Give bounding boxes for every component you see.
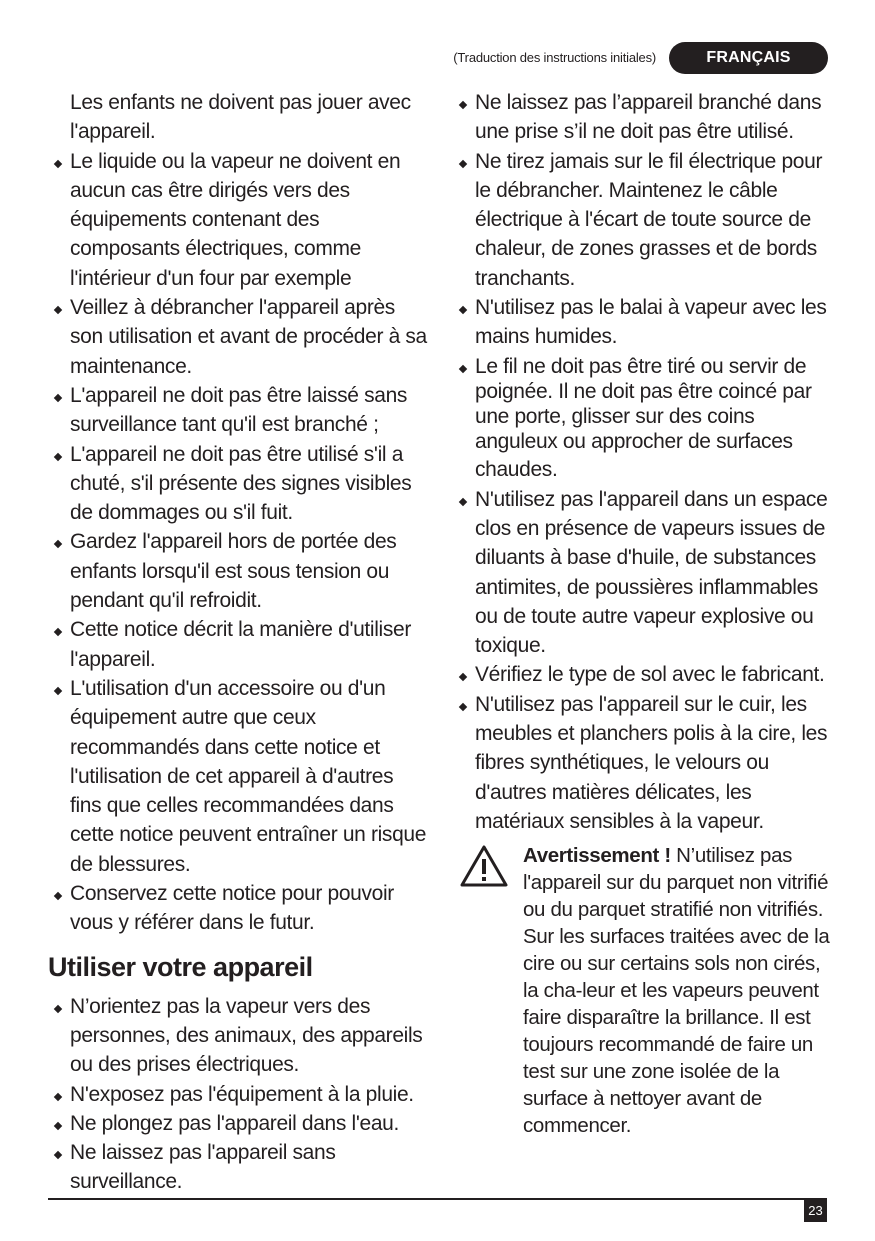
- page-number: 23: [804, 1200, 827, 1222]
- list-item: N'utilisez pas l'appareil sur le cuir, les meubles et planchers polis à la cire, les fibres synthétiques, le velours ou d'autres matières délicates, les matériaux sensibles à la vapeur.: [453, 690, 833, 836]
- warning-text: N’utilisez pas l'appareil sur du parquet non vitrifié ou du parquet stratifié non vitrifiés. Sur les surfaces traitées avec de la cire ou sur certains sols non cirés, la cha-leur et les vapeurs peuvent faire disparaître la brillance. Il est toujours recommandé de faire un test sur une zone isolée de la surface à nettoyer avant de commencer.: [523, 844, 830, 1138]
- list-item: L'appareil ne doit pas être utilisé s'il a chuté, s'il présente des signes visibles de dommages ou s'il fuit.: [48, 440, 428, 528]
- list-item: Ne laissez pas l'appareil sans surveillance.: [48, 1138, 428, 1197]
- warning-title: Avertissement !: [523, 844, 671, 868]
- list-item: Ne laissez pas l’appareil branché dans une prise s’il ne doit pas être utilisé.: [453, 88, 833, 147]
- list-item: [453, 352, 833, 485]
- list-item: N’orientez pas la vapeur vers des personnes, des animaux, des appareils ou des prises électriques.: [48, 992, 428, 1080]
- list-item-continuation: Les enfants ne doivent pas jouer avec l'appareil.: [70, 91, 411, 144]
- header-note: (Traduction des instructions initiales): [453, 50, 656, 65]
- list-item: N'utilisez pas le balai à vapeur avec les mains humides.: [453, 293, 833, 352]
- list-item: Vérifiez le type de sol avec le fabricant.: [453, 660, 833, 689]
- list-item: Ne tirez jamais sur le fil électrique pour le débrancher. Maintenez le câble électrique à l'écart de toute source de chaleur, de zones grasses et de bords tranchants.: [453, 147, 833, 293]
- list-item: N'utilisez pas l'appareil dans un espace clos en présence de vapeurs issues de diluants à base d'huile, de substances antimites, de poussières inflammables ou de toute autre vapeur explosive ou toxique.: [453, 485, 833, 661]
- right-column: [453, 88, 833, 1139]
- safety-list: [48, 88, 428, 938]
- list-item: N'exposez pas l'équipement à la pluie.: [48, 1080, 428, 1109]
- footer-divider: [48, 1198, 827, 1200]
- list-item: L'utilisation d'un accessoire ou d'un équipement autre que ceux recommandés dans cette notice et l'utilisation de cet appareil à d'autres fins que celles recommandées dans cette notice peuvent entraîner un risque de blessures.: [48, 674, 428, 879]
- list-item: Gardez l'appareil hors de portée des enfants lorsqu'il est sous tension ou pendant qu'il refroidit.: [48, 527, 428, 615]
- list-item: Conservez cette notice pour pouvoir vous y référer dans le futur.: [48, 879, 428, 938]
- warning-block: [453, 842, 833, 1139]
- list-item: Ne plongez pas l'appareil dans l'eau.: [48, 1109, 428, 1138]
- safety-list-continued: [453, 88, 833, 836]
- language-badge: FRANÇAIS: [669, 42, 828, 74]
- list-item: Veillez à débrancher l'appareil après son utilisation et avant de procéder à sa maintenance.: [48, 293, 428, 381]
- list-item: Cette notice décrit la manière d'utiliser l'appareil.: [48, 615, 428, 674]
- usage-list: [48, 992, 428, 1197]
- list-item-text: Le fil ne doit pas être tiré ou servir de poignée. Il ne doit pas être coincé par une porte, glisser sur des coins anguleux ou approcher de surfaces: [475, 354, 812, 453]
- list-item-tail: chaudes.: [475, 457, 558, 481]
- left-column: [48, 88, 428, 1197]
- list-item: L'appareil ne doit pas être laissé sans surveillance tant qu'il est branché ;: [48, 381, 428, 440]
- section-title: Utiliser votre appareil: [48, 951, 313, 982]
- list-item: Le liquide ou la vapeur ne doivent en aucun cas être dirigés vers des équipements contenant des composants électriques, comme l'intérieur d'un four par exemple: [48, 147, 428, 293]
- warning-triangle-icon: [459, 844, 509, 888]
